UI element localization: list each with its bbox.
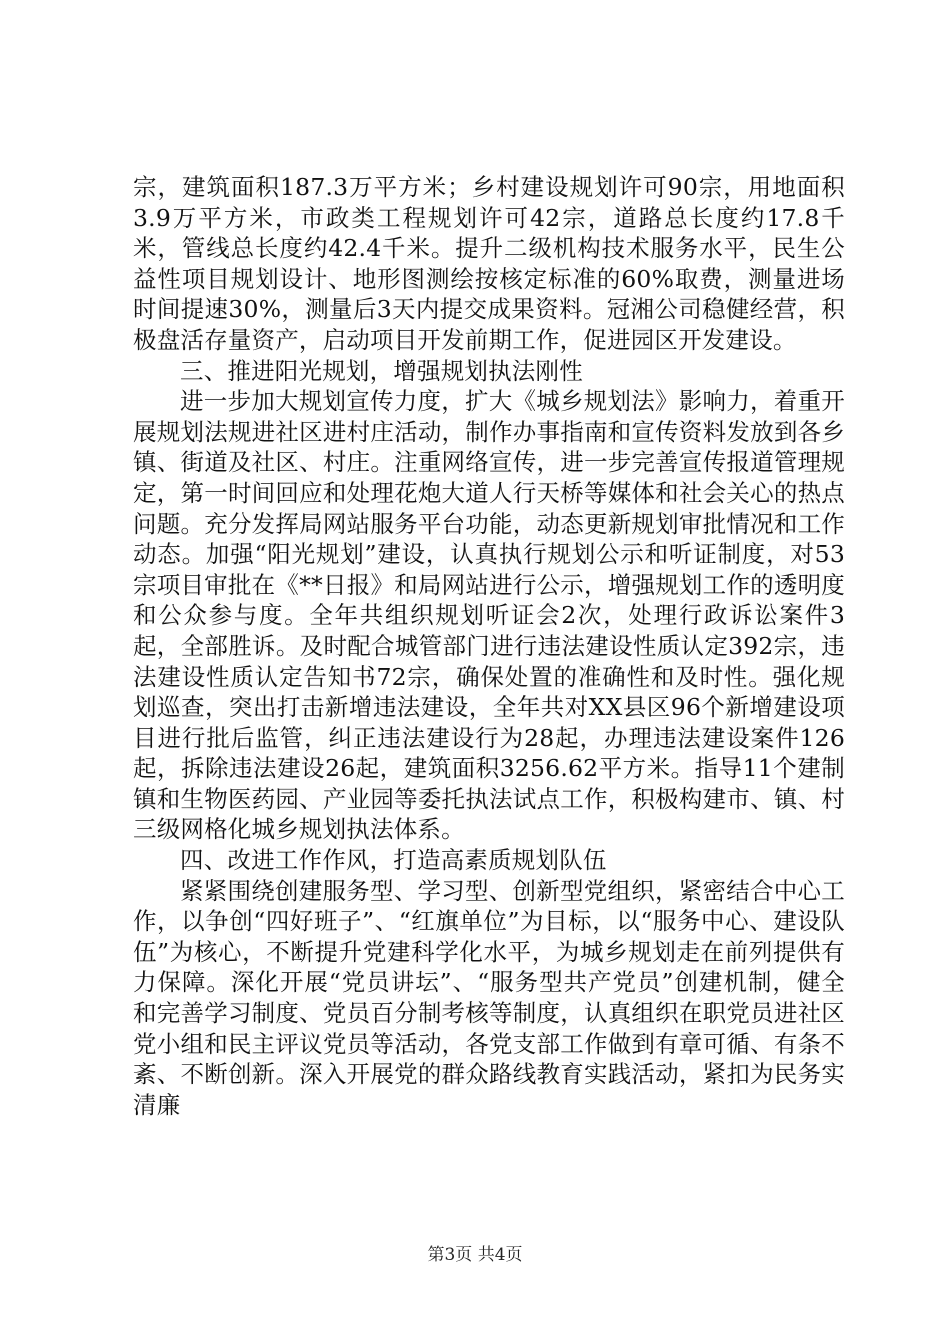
paragraph-section-3: 进一步加大规划宣传力度，扩大《城乡规划法》影响力，着重开展规划法规进社区进村庄活动，制作办事指南和宣传资料发放到各乡镇、街道及社区、村庄。注重网络宣传，进一步完善宣传报道管理规定，第一时间回应和处理花炮大道人行天桥等媒体和社会关心的热点问题。充分发挥局网站服务平台功能，动态更新规划审批情况和工作动态。加强“阳光规划”建设，认真执行规划公示和听证制度，对53宗项目审批在《**日报》和局网站进行公示，增强规划工作的透明度和公众参与度。全年共组织规划听证会2次，处理行政诉讼案件3起，全部胜诉。及时配合城管部门进行违法建设性质认定392宗，违法建设性质认定告知书72宗，确保处置的准确性和及时性。强化规划巡查，突出打击新增违法建设，全年共对XX县区96个新增建设项目进行批后监管，纠正违法建设行为28起，办理违法建设案件126起，拆除违法建设26起，建筑面积3256.62平方米。指导11个建制镇和生物医药园、产业园等委托执法试点工作，积极构建市、镇、村三级网格化城乡规划执法体系。	[133, 387, 845, 844]
section-heading-3: 三、推进阳光规划，增强规划执法刚性	[180, 356, 583, 385]
page-number-footer: 第3页 共4页	[427, 1245, 523, 1265]
paragraph-section-4: 紧紧围绕创建服务型、学习型、创新型党组织，紧密结合中心工作，以争创“四好班子”、“红旗单位”为目标，以“服务中心、建设队伍”为核心，不断提升党建科学化水平，为城乡规划走在前列提供有力保障。深化开展“党员讲坛”、“服务型共产党员”创建机制，健全和完善学习制度、党员百分制考核等制度，认真组织在职党员进社区党小组和民主评议党员等活动，各党支部工作做到有章可循、有条不紊、不断创新。深入开展党的群众路线教育实践活动，紧扣为民务实清廉	[133, 876, 845, 1119]
paragraph-continuation: 宗，建筑面积187.3万平方米；乡村建设规划许可90宗，用地面积3.9万平方米，市政类工程规划许可42宗，道路总长度约17.8千米，管线总长度约42.4千米。提升二级机构技术服务水平，民生公益性项目规划设计、地形图测绘按核定标准的60%取费，测量进场时间提速30%，测量后3天内提交成果资料。冠湘公司稳健经营，积极盘活存量资产，启动项目开发前期工作，促进园区开发建设。	[133, 173, 845, 354]
section-heading-4: 四、改进工作作风，打造高素质规划队伍	[180, 846, 607, 875]
document-body	[133, 172, 845, 1120]
